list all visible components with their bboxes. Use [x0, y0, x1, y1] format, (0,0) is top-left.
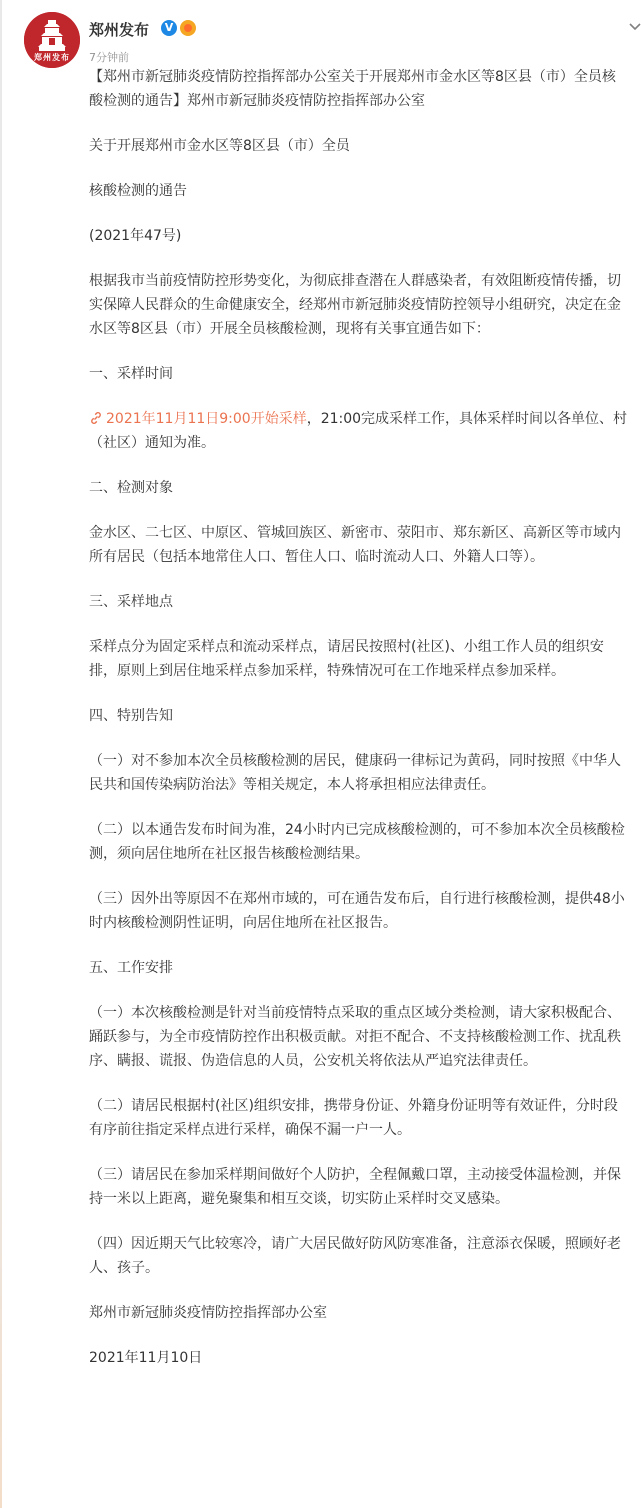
badge-icon: [180, 20, 196, 36]
publish-date: 2021年11月10日: [89, 1350, 203, 1366]
paragraph: （二）以本通告发布时间为准，24小时内已完成核酸检测的，可不参加本次全员核酸检测，须向居住地所在社区报告核酸检测结果。: [89, 822, 625, 862]
paragraph: 金水区、二七区、中原区、管城回族区、新密市、荥阳市、郑东新区、高新区等市域内所有居民（包括本地常住人口、暂住人口、临时流动人口、外籍人口等）。: [89, 525, 621, 565]
avatar-label: 郑州发布: [34, 53, 70, 62]
link-followup-text: ，21:00完成采样工作，具体采样时间以各单位、村（社区）通知为准。: [89, 411, 628, 451]
section-heading: 一、采样时间: [89, 366, 173, 382]
section-heading: 二、检测对象: [89, 480, 173, 496]
paragraph: （三）请居民在参加采样期间做好个人防护，全程佩戴口罩，主动接受体温检测，并保持一米以上距离，避免聚集和相互交谈，切实防止采样时交叉感染。: [89, 1167, 621, 1207]
time-link[interactable]: [89, 411, 307, 427]
signature: 郑州市新冠肺炎疫情防控指挥部办公室: [89, 1305, 327, 1321]
paragraph: 根据我市当前疫情防控形势变化，为彻底排查潜在人群感染者，有效阻断疫情传播，切实保障人民群众的生命健康安全，经郑州市新冠肺炎疫情防控领导小组研究，决定在金水区等8区县（市）开展全员核酸检测，现将有关事宜通告如下：: [89, 273, 621, 337]
verified-v-icon: V: [161, 20, 177, 36]
time-link-text: 2021年11月11日9:00开始采样: [106, 411, 307, 427]
paragraph: 核酸检测的通告: [89, 183, 187, 199]
avatar[interactable]: [24, 12, 80, 68]
paragraph-with-link: [89, 407, 629, 455]
paragraph: （二）请居民根据村(社区)组织安排，携带身份证、外籍身份证明等有效证件，分时段有序前往指定采样点进行采样，确保不漏一户一人。: [89, 1098, 618, 1138]
link-icon: [89, 411, 103, 425]
post-content: [89, 65, 629, 1391]
post-time[interactable]: 7分钟前: [89, 51, 129, 64]
post-title: 【郑州市新冠肺炎疫情防控指挥部办公室关于开展郑州市金水区等8区县（市）全员核酸检测的通告】郑州市新冠肺炎疫情防控指挥部办公室: [89, 69, 616, 109]
section-heading: 四、特别告知: [89, 708, 173, 724]
paragraph: （四）因近期天气比较寒冷，请广大居民做好防风防寒准备，注意添衣保暖，照顾好老人、孩子。: [89, 1236, 621, 1276]
paragraph: （三）因外出等原因不在郑州市域的，可在通告发布后，自行进行核酸检测，提供48小时内核酸检测阴性证明，向居住地所在社区报告。: [89, 891, 625, 931]
left-edge-decoration: [0, 0, 2, 1508]
paragraph: （一）对不参加本次全员核酸检测的居民，健康码一律标记为黄码，同时按照《中华人民共和国传染病防治法》等相关规定，本人将承担相应法律责任。: [89, 753, 621, 793]
paragraph: 关于开展郑州市金水区等8区县（市）全员: [89, 138, 350, 154]
author-name[interactable]: 郑州发布: [89, 21, 150, 39]
chevron-down-icon[interactable]: [628, 20, 641, 34]
post-header: [24, 12, 624, 68]
section-heading: 五、工作安排: [89, 960, 173, 976]
section-heading: 三、采样地点: [89, 594, 173, 610]
paragraph: (2021年47号): [89, 228, 182, 244]
paragraph: 采样点分为固定采样点和流动采样点，请居民按照村(社区)、小组工作人员的组织安排，原则上到居住地采样点参加采样，特殊情况可在工作地采样点参加采样。: [89, 639, 604, 679]
paragraph: （一）本次核酸检测是针对当前疫情特点采取的重点区域分类检测，请大家积极配合、踊跃参与，为全市疫情防控作出积极贡献。对拒不配合、不支持核酸检测工作、扰乱秩序、瞒报、谎报、伪造信息的人员，公安机关将依法从严追究法律责任。: [89, 1005, 621, 1069]
